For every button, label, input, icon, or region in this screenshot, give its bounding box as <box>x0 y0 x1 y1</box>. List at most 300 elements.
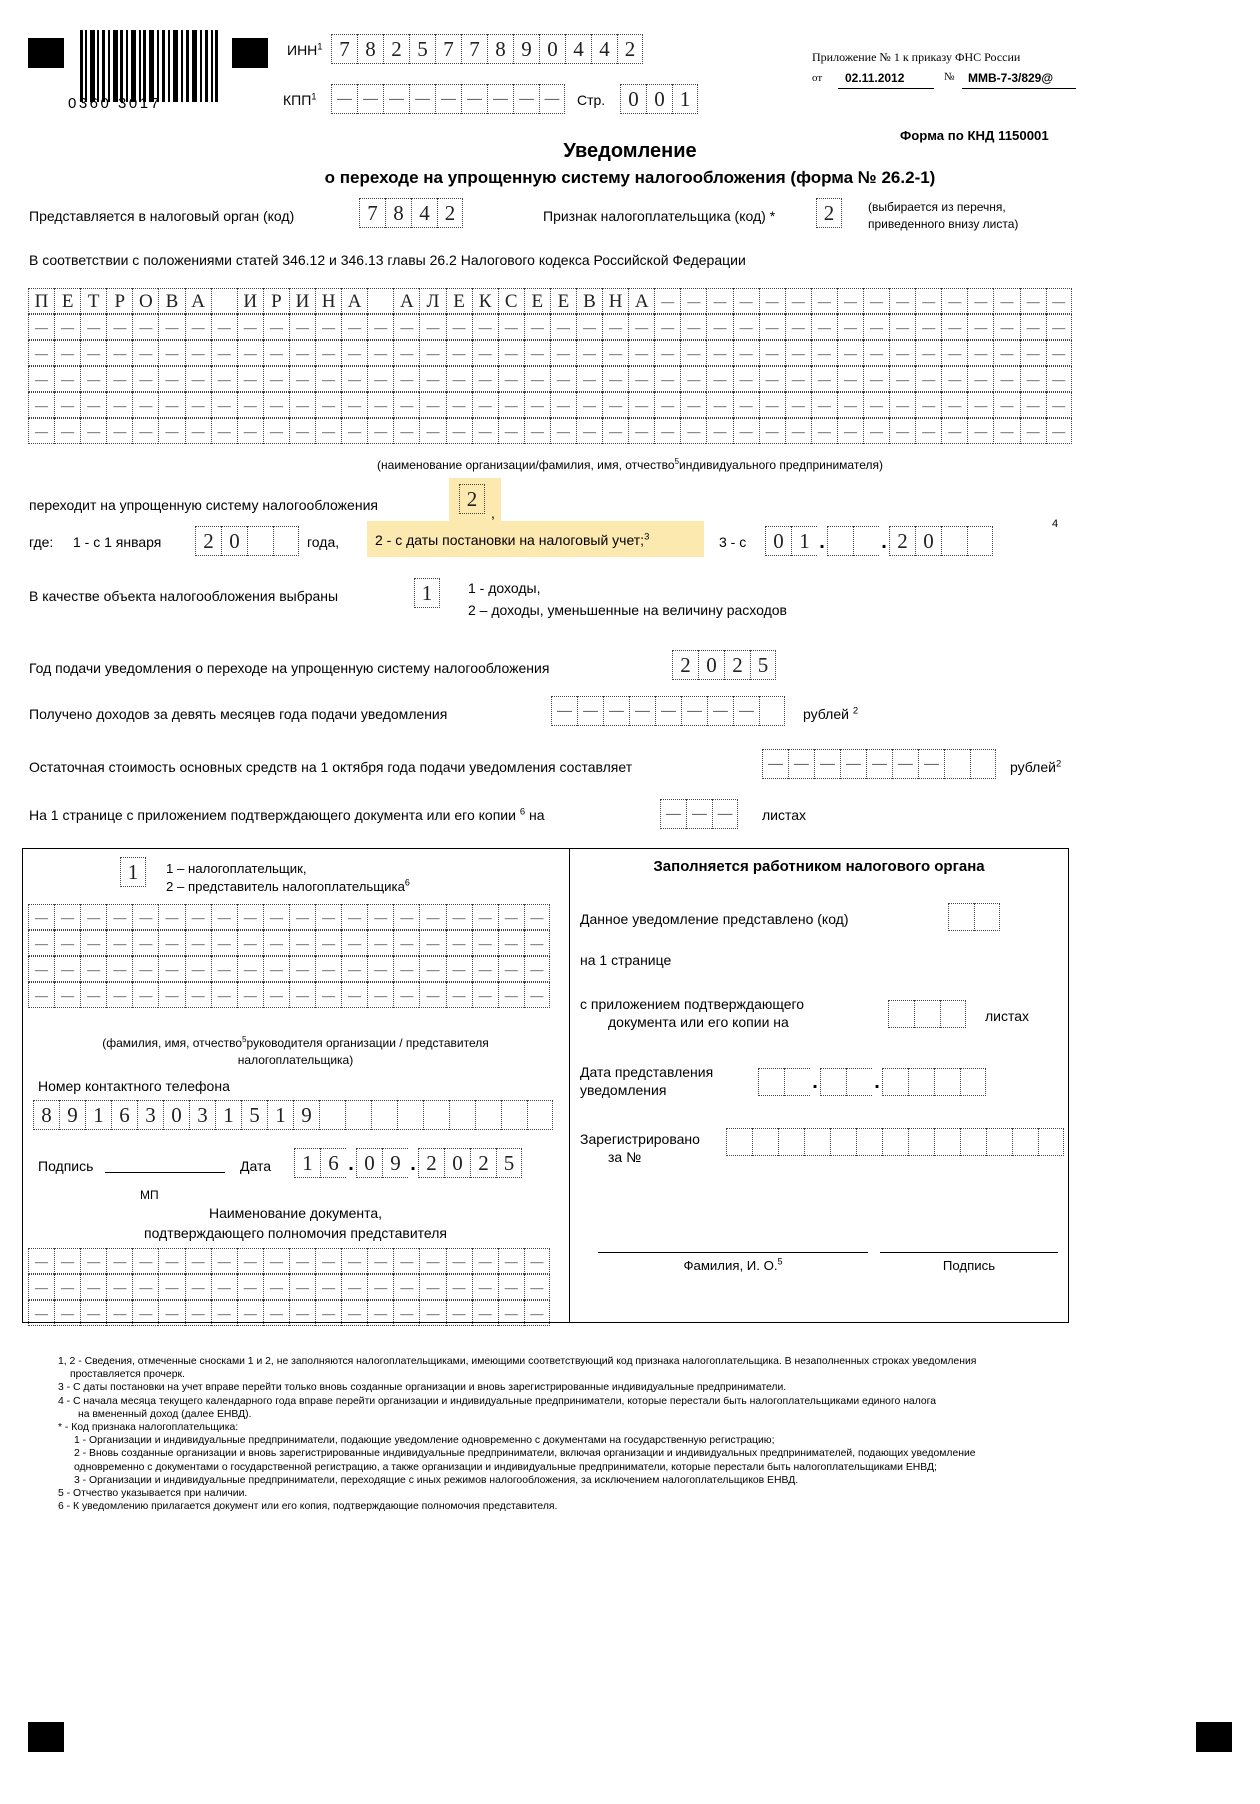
char-cell[interactable]: — <box>158 904 184 930</box>
char-cell[interactable]: — <box>498 418 524 444</box>
char-cell[interactable]: — <box>341 314 367 340</box>
signature-underline[interactable] <box>105 1172 225 1173</box>
char-cell[interactable]: 2 <box>889 526 915 556</box>
char-cell[interactable]: — <box>289 982 315 1008</box>
char-cell[interactable]: — <box>655 696 681 726</box>
char-cell[interactable] <box>914 1000 940 1028</box>
char-cell[interactable] <box>974 903 1000 931</box>
char-cell[interactable] <box>211 288 237 314</box>
char-cell[interactable]: — <box>263 1248 289 1274</box>
char-cell[interactable]: — <box>524 904 550 930</box>
char-cell[interactable]: — <box>788 749 814 779</box>
char-cell[interactable]: — <box>915 392 941 418</box>
char-cell[interactable]: — <box>551 696 577 726</box>
char-cell[interactable]: — <box>158 1300 184 1326</box>
char-cell[interactable]: — <box>498 956 524 982</box>
char-cell[interactable]: — <box>1020 314 1046 340</box>
char-cell[interactable]: — <box>289 1300 315 1326</box>
char-cell[interactable]: — <box>889 366 915 392</box>
char-cell[interactable]: — <box>892 749 918 779</box>
name-grid-row[interactable] <box>28 288 1072 314</box>
char-cell[interactable] <box>856 1128 882 1156</box>
char-cell[interactable]: — <box>409 84 435 114</box>
char-cell[interactable]: — <box>54 418 80 444</box>
char-cell[interactable]: — <box>915 418 941 444</box>
char-cell[interactable]: — <box>237 1300 263 1326</box>
char-cell[interactable]: 0 <box>765 526 791 556</box>
char-cell[interactable]: — <box>289 904 315 930</box>
char-cell[interactable]: — <box>733 340 759 366</box>
char-cell[interactable]: 0 <box>356 1148 382 1178</box>
char-cell[interactable]: — <box>106 340 132 366</box>
char-cell[interactable]: — <box>706 314 732 340</box>
char-cell[interactable]: — <box>263 366 289 392</box>
char-cell[interactable]: — <box>889 392 915 418</box>
char-cell[interactable]: — <box>367 418 393 444</box>
income-field[interactable] <box>551 696 785 726</box>
name-grid-row[interactable] <box>28 392 1072 418</box>
char-cell[interactable]: — <box>237 956 263 982</box>
char-cell[interactable]: — <box>993 288 1019 314</box>
char-cell[interactable]: — <box>811 366 837 392</box>
representative-name-row[interactable] <box>28 904 550 930</box>
char-cell[interactable]: — <box>211 366 237 392</box>
char-cell[interactable]: И <box>289 288 315 314</box>
char-cell[interactable]: — <box>446 930 472 956</box>
char-cell[interactable]: — <box>419 982 445 1008</box>
char-cell[interactable]: — <box>498 930 524 956</box>
char-cell[interactable]: — <box>80 392 106 418</box>
char-cell[interactable]: — <box>759 392 785 418</box>
char-cell[interactable]: — <box>393 366 419 392</box>
char-cell[interactable]: 2 <box>437 198 463 228</box>
char-cell[interactable]: — <box>80 904 106 930</box>
official-submitted-code-field[interactable] <box>948 903 1000 931</box>
char-cell[interactable]: П <box>28 288 54 314</box>
char-cell[interactable]: 1 <box>672 84 698 114</box>
char-cell[interactable]: — <box>706 366 732 392</box>
char-cell[interactable]: — <box>315 1300 341 1326</box>
char-cell[interactable]: — <box>577 696 603 726</box>
char-cell[interactable] <box>475 1100 501 1130</box>
char-cell[interactable]: — <box>967 340 993 366</box>
char-cell[interactable]: — <box>132 340 158 366</box>
char-cell[interactable] <box>908 1128 934 1156</box>
char-cell[interactable] <box>888 1000 914 1028</box>
char-cell[interactable] <box>967 526 993 556</box>
char-cell[interactable]: — <box>54 314 80 340</box>
char-cell[interactable]: — <box>967 418 993 444</box>
char-cell[interactable]: 8 <box>33 1100 59 1130</box>
char-cell[interactable]: — <box>211 930 237 956</box>
official-fio-underline[interactable] <box>598 1252 868 1253</box>
char-cell[interactable]: — <box>1046 366 1072 392</box>
char-cell[interactable]: — <box>237 340 263 366</box>
char-cell[interactable]: С <box>498 288 524 314</box>
char-cell[interactable]: 6 <box>111 1100 137 1130</box>
confirm-date-field[interactable] <box>294 1148 522 1178</box>
char-cell[interactable] <box>778 1128 804 1156</box>
char-cell[interactable] <box>758 1068 784 1096</box>
char-cell[interactable]: — <box>654 340 680 366</box>
char-cell[interactable]: — <box>211 1300 237 1326</box>
char-cell[interactable]: — <box>185 1248 211 1274</box>
transition-code-field[interactable] <box>459 484 485 514</box>
char-cell[interactable]: 0 <box>444 1148 470 1178</box>
char-cell[interactable]: — <box>550 418 576 444</box>
char-cell[interactable]: — <box>461 84 487 114</box>
char-cell[interactable]: — <box>837 314 863 340</box>
char-cell[interactable]: — <box>185 366 211 392</box>
char-cell[interactable] <box>941 526 967 556</box>
char-cell[interactable]: — <box>185 1300 211 1326</box>
char-cell[interactable]: 1 <box>120 857 146 887</box>
char-cell[interactable]: — <box>341 392 367 418</box>
char-cell[interactable] <box>759 696 785 726</box>
char-cell[interactable] <box>908 1068 934 1096</box>
char-cell[interactable]: — <box>472 392 498 418</box>
taxpayer-sign-field[interactable] <box>816 198 842 228</box>
char-cell[interactable]: 2 <box>418 1148 444 1178</box>
authority-document-row[interactable] <box>28 1300 550 1326</box>
char-cell[interactable]: 3 <box>189 1100 215 1130</box>
representative-name-row[interactable] <box>28 930 550 956</box>
char-cell[interactable]: — <box>1020 366 1046 392</box>
char-cell[interactable]: — <box>80 314 106 340</box>
char-cell[interactable]: — <box>367 366 393 392</box>
char-cell[interactable]: — <box>315 314 341 340</box>
char-cell[interactable]: — <box>686 799 712 829</box>
char-cell[interactable]: — <box>628 340 654 366</box>
char-cell[interactable]: — <box>132 904 158 930</box>
char-cell[interactable]: — <box>446 1248 472 1274</box>
char-cell[interactable]: Е <box>524 288 550 314</box>
char-cell[interactable]: — <box>889 418 915 444</box>
char-cell[interactable] <box>784 1068 810 1096</box>
char-cell[interactable]: — <box>472 340 498 366</box>
char-cell[interactable]: — <box>419 1300 445 1326</box>
char-cell[interactable]: — <box>106 930 132 956</box>
char-cell[interactable]: В <box>158 288 184 314</box>
char-cell[interactable]: — <box>941 418 967 444</box>
char-cell[interactable] <box>853 526 879 556</box>
char-cell[interactable]: — <box>106 418 132 444</box>
char-cell[interactable]: — <box>866 749 892 779</box>
char-cell[interactable]: — <box>889 314 915 340</box>
representative-name-row[interactable] <box>28 956 550 982</box>
char-cell[interactable]: — <box>733 418 759 444</box>
char-cell[interactable]: — <box>785 288 811 314</box>
char-cell[interactable]: 1 <box>294 1148 320 1178</box>
char-cell[interactable]: — <box>158 340 184 366</box>
char-cell[interactable]: К <box>472 288 498 314</box>
char-cell[interactable]: — <box>498 904 524 930</box>
char-cell[interactable]: — <box>863 288 889 314</box>
char-cell[interactable]: — <box>185 982 211 1008</box>
char-cell[interactable]: — <box>498 1300 524 1326</box>
char-cell[interactable]: — <box>158 418 184 444</box>
char-cell[interactable]: — <box>889 340 915 366</box>
char-cell[interactable]: — <box>785 366 811 392</box>
char-cell[interactable]: — <box>419 392 445 418</box>
char-cell[interactable]: — <box>654 288 680 314</box>
char-cell[interactable]: О <box>132 288 158 314</box>
char-cell[interactable]: 9 <box>59 1100 85 1130</box>
char-cell[interactable]: Е <box>54 288 80 314</box>
char-cell[interactable]: — <box>419 956 445 982</box>
char-cell[interactable]: — <box>28 1248 54 1274</box>
char-cell[interactable]: — <box>706 340 732 366</box>
char-cell[interactable]: — <box>393 418 419 444</box>
char-cell[interactable]: Л <box>419 288 445 314</box>
char-cell[interactable]: — <box>654 366 680 392</box>
char-cell[interactable] <box>948 903 974 931</box>
name-grid-row[interactable] <box>28 418 1072 444</box>
char-cell[interactable]: Е <box>550 288 576 314</box>
char-cell[interactable]: — <box>915 340 941 366</box>
char-cell[interactable]: — <box>383 84 409 114</box>
char-cell[interactable]: — <box>707 696 733 726</box>
char-cell[interactable]: А <box>393 288 419 314</box>
char-cell[interactable]: — <box>472 418 498 444</box>
char-cell[interactable]: — <box>446 1300 472 1326</box>
char-cell[interactable]: — <box>54 930 80 956</box>
char-cell[interactable]: — <box>237 930 263 956</box>
char-cell[interactable]: — <box>654 418 680 444</box>
char-cell[interactable]: — <box>576 340 602 366</box>
char-cell[interactable]: — <box>393 904 419 930</box>
char-cell[interactable]: — <box>289 418 315 444</box>
char-cell[interactable]: — <box>367 314 393 340</box>
char-cell[interactable]: — <box>367 904 393 930</box>
char-cell[interactable]: — <box>237 1274 263 1300</box>
char-cell[interactable] <box>423 1100 449 1130</box>
char-cell[interactable]: — <box>759 314 785 340</box>
char-cell[interactable]: — <box>550 366 576 392</box>
char-cell[interactable]: — <box>498 982 524 1008</box>
official-registered-field[interactable] <box>726 1128 1064 1156</box>
char-cell[interactable]: — <box>289 314 315 340</box>
char-cell[interactable]: — <box>80 366 106 392</box>
char-cell[interactable]: — <box>54 366 80 392</box>
char-cell[interactable]: В <box>576 288 602 314</box>
char-cell[interactable]: — <box>132 366 158 392</box>
char-cell[interactable]: — <box>393 340 419 366</box>
char-cell[interactable]: — <box>550 392 576 418</box>
char-cell[interactable]: 2 <box>383 34 409 64</box>
char-cell[interactable]: — <box>759 288 785 314</box>
char-cell[interactable]: — <box>811 392 837 418</box>
char-cell[interactable]: — <box>602 418 628 444</box>
char-cell[interactable]: — <box>1020 392 1046 418</box>
char-cell[interactable]: — <box>524 1300 550 1326</box>
char-cell[interactable]: — <box>472 1300 498 1326</box>
char-cell[interactable]: — <box>393 392 419 418</box>
char-cell[interactable]: — <box>863 418 889 444</box>
char-cell[interactable]: — <box>628 314 654 340</box>
char-cell[interactable]: — <box>446 956 472 982</box>
confirm-code-field[interactable] <box>120 857 146 887</box>
official-date-field[interactable] <box>758 1068 986 1096</box>
name-grid-row[interactable] <box>28 314 1072 340</box>
char-cell[interactable]: 3 <box>137 1100 163 1130</box>
char-cell[interactable]: — <box>811 288 837 314</box>
char-cell[interactable]: — <box>498 314 524 340</box>
char-cell[interactable]: — <box>446 982 472 1008</box>
char-cell[interactable]: — <box>712 799 738 829</box>
char-cell[interactable]: — <box>524 340 550 366</box>
char-cell[interactable]: — <box>759 340 785 366</box>
char-cell[interactable]: — <box>419 930 445 956</box>
char-cell[interactable] <box>882 1068 908 1096</box>
char-cell[interactable]: — <box>814 749 840 779</box>
char-cell[interactable]: — <box>498 1248 524 1274</box>
char-cell[interactable]: — <box>367 1300 393 1326</box>
char-cell[interactable]: — <box>185 392 211 418</box>
char-cell[interactable]: — <box>289 930 315 956</box>
char-cell[interactable]: — <box>28 982 54 1008</box>
char-cell[interactable] <box>960 1128 986 1156</box>
char-cell[interactable] <box>846 1068 872 1096</box>
char-cell[interactable]: — <box>967 288 993 314</box>
char-cell[interactable]: — <box>419 314 445 340</box>
char-cell[interactable]: 1 <box>791 526 817 556</box>
char-cell[interactable]: — <box>211 314 237 340</box>
char-cell[interactable]: — <box>419 1274 445 1300</box>
char-cell[interactable]: — <box>539 84 565 114</box>
char-cell[interactable] <box>1012 1128 1038 1156</box>
char-cell[interactable]: И <box>237 288 263 314</box>
char-cell[interactable]: — <box>341 1248 367 1274</box>
char-cell[interactable]: — <box>680 340 706 366</box>
char-cell[interactable] <box>827 526 853 556</box>
char-cell[interactable]: — <box>185 1274 211 1300</box>
char-cell[interactable]: — <box>393 1300 419 1326</box>
char-cell[interactable]: — <box>132 1274 158 1300</box>
char-cell[interactable]: — <box>341 340 367 366</box>
char-cell[interactable]: — <box>341 1300 367 1326</box>
char-cell[interactable]: 2 <box>617 34 643 64</box>
char-cell[interactable]: — <box>419 1248 445 1274</box>
char-cell[interactable]: 0 <box>539 34 565 64</box>
char-cell[interactable]: — <box>993 314 1019 340</box>
char-cell[interactable]: 8 <box>487 34 513 64</box>
char-cell[interactable]: — <box>498 340 524 366</box>
char-cell[interactable]: 5 <box>409 34 435 64</box>
char-cell[interactable]: — <box>393 956 419 982</box>
char-cell[interactable]: — <box>54 1274 80 1300</box>
char-cell[interactable] <box>934 1068 960 1096</box>
char-cell[interactable]: — <box>759 366 785 392</box>
char-cell[interactable] <box>501 1100 527 1130</box>
char-cell[interactable]: — <box>315 904 341 930</box>
char-cell[interactable]: — <box>289 392 315 418</box>
char-cell[interactable]: — <box>446 904 472 930</box>
char-cell[interactable]: — <box>1020 340 1046 366</box>
char-cell[interactable]: — <box>446 340 472 366</box>
char-cell[interactable] <box>944 749 970 779</box>
char-cell[interactable]: — <box>185 904 211 930</box>
char-cell[interactable]: — <box>1020 288 1046 314</box>
char-cell[interactable]: А <box>628 288 654 314</box>
char-cell[interactable]: — <box>106 1248 132 1274</box>
char-cell[interactable]: — <box>967 314 993 340</box>
char-cell[interactable]: — <box>576 392 602 418</box>
char-cell[interactable]: — <box>185 930 211 956</box>
char-cell[interactable]: — <box>237 1248 263 1274</box>
char-cell[interactable]: — <box>863 392 889 418</box>
char-cell[interactable]: — <box>315 366 341 392</box>
char-cell[interactable]: — <box>211 1274 237 1300</box>
char-cell[interactable]: — <box>263 904 289 930</box>
char-cell[interactable]: — <box>263 314 289 340</box>
char-cell[interactable]: — <box>132 392 158 418</box>
char-cell[interactable]: — <box>80 930 106 956</box>
char-cell[interactable]: — <box>28 930 54 956</box>
char-cell[interactable]: — <box>237 366 263 392</box>
char-cell[interactable]: — <box>80 956 106 982</box>
char-cell[interactable]: 7 <box>461 34 487 64</box>
char-cell[interactable]: — <box>524 930 550 956</box>
char-cell[interactable]: — <box>603 696 629 726</box>
char-cell[interactable]: — <box>654 314 680 340</box>
char-cell[interactable]: — <box>967 392 993 418</box>
char-cell[interactable]: — <box>680 314 706 340</box>
name-grid-row[interactable] <box>28 366 1072 392</box>
char-cell[interactable]: — <box>472 314 498 340</box>
char-cell[interactable]: — <box>472 956 498 982</box>
char-cell[interactable] <box>970 749 996 779</box>
char-cell[interactable]: — <box>158 366 184 392</box>
char-cell[interactable] <box>449 1100 475 1130</box>
char-cell[interactable]: — <box>706 288 732 314</box>
char-cell[interactable]: — <box>132 956 158 982</box>
char-cell[interactable]: — <box>446 314 472 340</box>
char-cell[interactable]: — <box>315 982 341 1008</box>
char-cell[interactable]: — <box>733 366 759 392</box>
char-cell[interactable]: — <box>263 1300 289 1326</box>
char-cell[interactable]: — <box>185 418 211 444</box>
char-cell[interactable]: 2 <box>459 484 485 514</box>
char-cell[interactable]: — <box>419 904 445 930</box>
char-cell[interactable]: — <box>393 314 419 340</box>
pages-count-field[interactable] <box>660 799 738 829</box>
char-cell[interactable]: — <box>211 340 237 366</box>
char-cell[interactable]: — <box>80 418 106 444</box>
char-cell[interactable]: — <box>524 1248 550 1274</box>
char-cell[interactable]: — <box>132 1248 158 1274</box>
char-cell[interactable]: — <box>367 340 393 366</box>
char-cell[interactable] <box>319 1100 345 1130</box>
char-cell[interactable]: Н <box>602 288 628 314</box>
char-cell[interactable]: — <box>513 84 539 114</box>
char-cell[interactable]: — <box>367 392 393 418</box>
char-cell[interactable]: — <box>80 1248 106 1274</box>
char-cell[interactable]: — <box>341 982 367 1008</box>
char-cell[interactable]: — <box>106 392 132 418</box>
char-cell[interactable]: — <box>785 314 811 340</box>
char-cell[interactable]: — <box>367 1274 393 1300</box>
char-cell[interactable] <box>527 1100 553 1130</box>
char-cell[interactable]: — <box>237 904 263 930</box>
char-cell[interactable]: Р <box>263 288 289 314</box>
char-cell[interactable]: — <box>211 392 237 418</box>
char-cell[interactable]: — <box>54 904 80 930</box>
char-cell[interactable]: — <box>158 956 184 982</box>
representative-name-row[interactable] <box>28 982 550 1008</box>
char-cell[interactable]: — <box>263 418 289 444</box>
char-cell[interactable]: — <box>680 288 706 314</box>
